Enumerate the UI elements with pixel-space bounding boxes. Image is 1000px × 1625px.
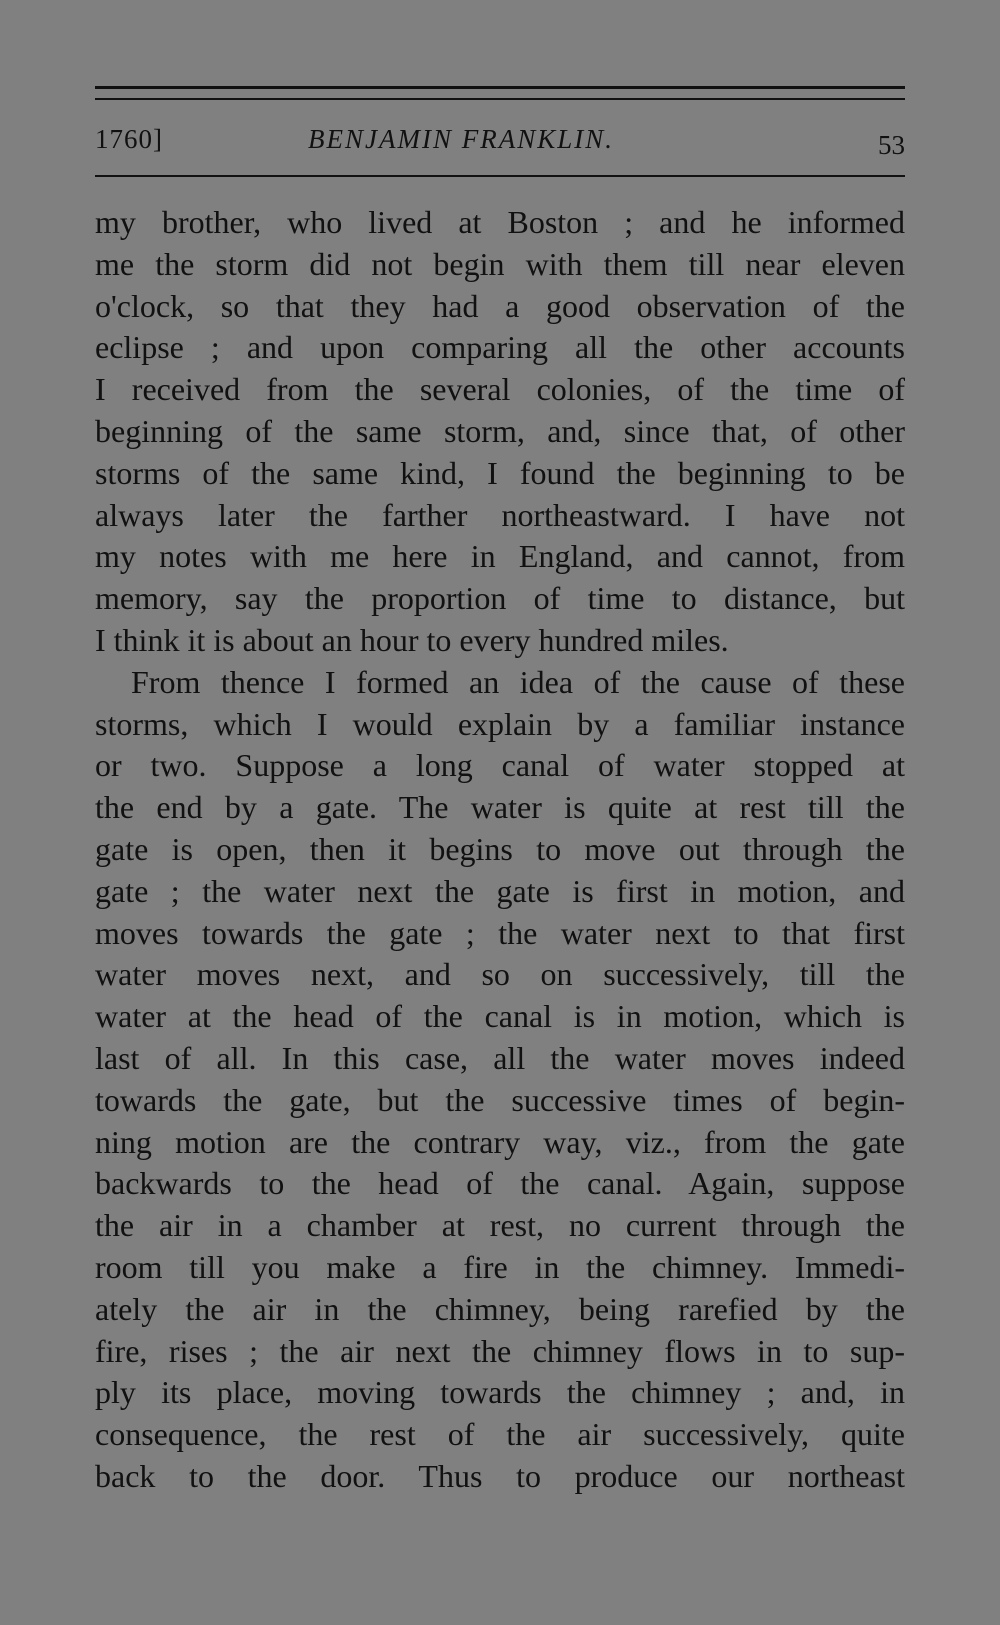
book-page — [95, 0, 905, 1625]
text-line: towards the gate, but the successive times of begin- — [95, 1081, 905, 1118]
text-line: the end by a gate. The water is quite at rest till the — [95, 789, 905, 826]
text-line: storms, which I would explain by a familiar instance — [95, 705, 905, 742]
text-line: backwards to the head of the canal. Again, suppose — [95, 1165, 905, 1202]
text-line: my brother, who lived at Boston ; and he informed — [95, 204, 905, 240]
text-line: my notes with me here in England, and cannot, from — [95, 538, 905, 575]
running-head-year: 1760] — [95, 124, 163, 154]
text-line: memory, say the proportion of time to distance, but — [95, 580, 905, 617]
text-line: eclipse ; and upon comparing all the other accounts — [95, 329, 905, 366]
text-line: ately the air in the chimney, being rarefied by the — [95, 1290, 905, 1327]
page-number: 53 — [878, 130, 905, 160]
text-line: moves towards the gate ; the water next to that first — [95, 914, 905, 951]
text-line: or two. Suppose a long canal of water stopped at — [95, 747, 905, 784]
text-line: consequence, the rest of the air successively, quite — [95, 1416, 905, 1453]
text-line: me the storm did not begin with them till near eleven — [95, 245, 905, 282]
running-head — [95, 124, 905, 164]
header-rule — [95, 175, 905, 177]
text-line: From thence I formed an idea of the cause of these — [131, 663, 905, 700]
text-line: the air in a chamber at rest, no current through the — [95, 1207, 905, 1244]
text-line: last of all. In this case, all the water moves indeed — [95, 1039, 905, 1076]
text-line: beginning of the same storm, and, since that, of other — [95, 412, 905, 449]
running-head-title: BENJAMIN FRANKLIN. — [308, 124, 614, 154]
text-line: ning motion are the contrary way, viz., from the gate — [95, 1123, 905, 1160]
top-rule — [95, 86, 905, 89]
text-line: ply its place, moving towards the chimney ; and, in — [95, 1374, 905, 1411]
text-line: o'clock, so that they had a good observation of the — [95, 287, 905, 324]
body-text — [95, 202, 905, 1498]
text-line: water at the head of the canal is in motion, which is — [95, 998, 905, 1035]
text-line: room till you make a fire in the chimney. Immedi- — [95, 1248, 905, 1285]
text-line: gate ; the water next the gate is first in motion, and — [95, 872, 905, 909]
text-line: I received from the several colonies, of the time of — [95, 371, 905, 408]
text-line: always later the farther northeastward. I have not — [95, 496, 905, 533]
top-rule-thin — [95, 98, 905, 100]
text-line: fire, rises ; the air next the chimney flows in to sup- — [95, 1332, 905, 1369]
text-line: water moves next, and so on successively, till the — [95, 956, 905, 993]
text-line: I think it is about an hour to every hundred miles. — [95, 621, 729, 658]
text-line: back to the door. Thus to produce our northeast — [95, 1457, 905, 1494]
text-line: storms of the same kind, I found the beginning to be — [95, 454, 905, 491]
text-line: gate is open, then it begins to move out through the — [95, 830, 905, 867]
